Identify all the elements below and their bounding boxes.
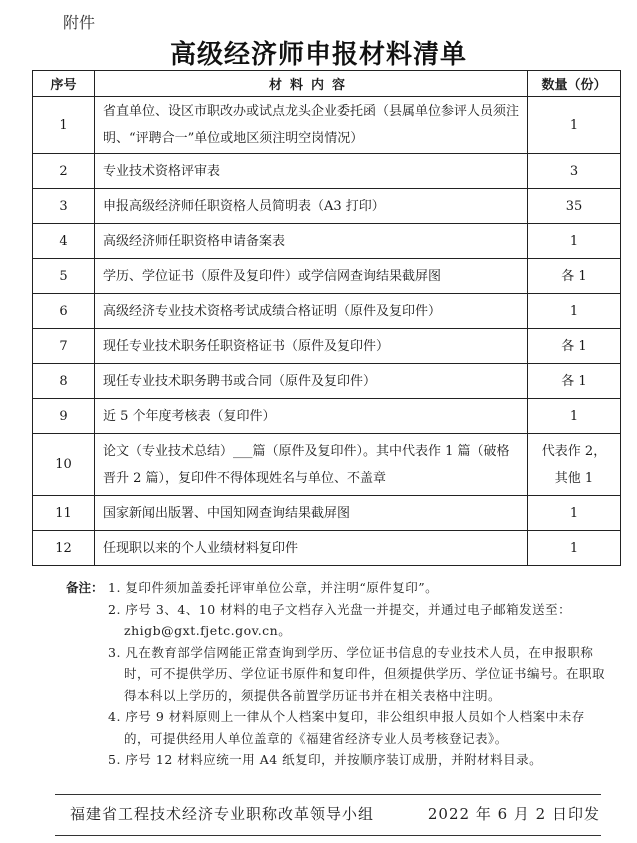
row-number: 12: [33, 531, 95, 566]
row-quantity: 1: [528, 531, 621, 566]
table-row: [33, 97, 621, 154]
row-quantity: 3: [528, 154, 621, 189]
note-item: 1. 复印件须加盖委托评审单位公章，并注明“原件复印”。: [108, 580, 439, 595]
table-row: [33, 224, 621, 259]
table-row: [33, 294, 621, 329]
materials-table: [32, 70, 621, 566]
row-number: 11: [33, 496, 95, 531]
row-quantity: 35: [528, 189, 621, 224]
table-row: [33, 189, 621, 224]
row-content: 申报高级经济师任职资格人员简明表（A3 打印）: [95, 189, 528, 224]
table-header-row: [33, 71, 621, 97]
row-content: 高级经济师任职资格申请备案表: [95, 224, 528, 259]
document-title: 高级经济师申报材料清单: [169, 40, 467, 70]
notes-label: 备注：: [66, 580, 104, 595]
row-quantity: 1: [528, 399, 621, 434]
row-quantity: 1: [528, 496, 621, 531]
row-content: 近 5 个年度考核表（复印件）: [95, 399, 528, 434]
row-quantity: 各 1: [528, 364, 621, 399]
footer-issuer: 福建省工程技术经济专业职称改革领导小组: [70, 805, 375, 823]
row-number: 3: [33, 189, 95, 224]
table-row: [33, 364, 621, 399]
row-content: 现任专业技术职务任职资格证书（原件及复印件）: [95, 329, 528, 364]
table-row: [33, 259, 621, 294]
note-item: 2. 序号 3、4、10 材料的电子文档存入光盘一并提交，并通过电子邮箱发送至：zhigb@gxt.fjetc.gov.cn。: [108, 601, 572, 638]
row-content: 现任专业技术职务聘书或合同（原件及复印件）: [95, 364, 528, 399]
footer: [70, 803, 600, 824]
row-number: 10: [33, 434, 95, 496]
row-number: 2: [33, 154, 95, 189]
row-content: 学历、学位证书（原件及复印件）或学信网查询结果截屏图: [95, 259, 528, 294]
table-row: [33, 496, 621, 531]
note-item: 5. 序号 12 材料应统一用 A4 纸复印，并按顺序装订成册，并附材料目录。: [108, 752, 543, 767]
row-number: 6: [33, 294, 95, 329]
notes-section: [66, 577, 606, 771]
row-number: 7: [33, 329, 95, 364]
row-content: 专业技术资格评审表: [95, 154, 528, 189]
table-row: [33, 399, 621, 434]
column-header-number: 序号: [33, 71, 95, 97]
row-number: 5: [33, 259, 95, 294]
row-number: 4: [33, 224, 95, 259]
footer-date: 2022 年 6 月 2 日印发: [427, 805, 600, 823]
column-header-quantity: 数量（份）: [528, 71, 621, 97]
row-content: 省直单位、设区市职改办或试点龙头企业委托函（县属单位参评人员须注明、“评聘合一”单位或地区须注明空岗情况）: [95, 97, 528, 154]
footer-divider-top: [55, 794, 601, 795]
table-row: [33, 154, 621, 189]
row-quantity: 各 1: [528, 329, 621, 364]
note-item: 3. 凡在教育部学信网能正常查询到学历、学位证书信息的专业技术人员，在申报职称时，可不提供学历、学位证书原件和复印件，但须提供学历、学位证书编号。在职取得本科以上学历的，须提供各前置学历证书并在相关表格中注明。: [108, 644, 606, 703]
note-item: 4. 序号 9 材料原则上一律从个人档案中复印，非公组织申报人员如个人档案中未存的，可提供经用人单位盖章的《福建省经济专业人员考核登记表》。: [108, 709, 585, 746]
attachment-label: 附件: [63, 13, 96, 32]
row-number: 1: [33, 97, 95, 154]
row-content: 论文（专业技术总结）___篇（原件及复印件）。其中代表作 1 篇（破格晋升 2 篇），复印件不得体现姓名与单位、不盖章: [95, 434, 528, 496]
table-row: [33, 531, 621, 566]
footer-divider-bottom: [55, 835, 601, 836]
row-content: 国家新闻出版署、中国知网查询结果截屏图: [95, 496, 528, 531]
row-quantity: 各 1: [528, 259, 621, 294]
row-content: 高级经济专业技术资格考试成绩合格证明（原件及复印件）: [95, 294, 528, 329]
row-quantity: 代表作 2，其他 1: [528, 434, 621, 496]
table-row: [33, 329, 621, 364]
row-quantity: 1: [528, 224, 621, 259]
row-quantity: 1: [528, 294, 621, 329]
row-content: 任现职以来的个人业绩材料复印件: [95, 531, 528, 566]
row-quantity: 1: [528, 97, 621, 154]
table-row: [33, 434, 621, 496]
row-number: 8: [33, 364, 95, 399]
column-header-content: 材料内容: [95, 71, 528, 97]
row-number: 9: [33, 399, 95, 434]
